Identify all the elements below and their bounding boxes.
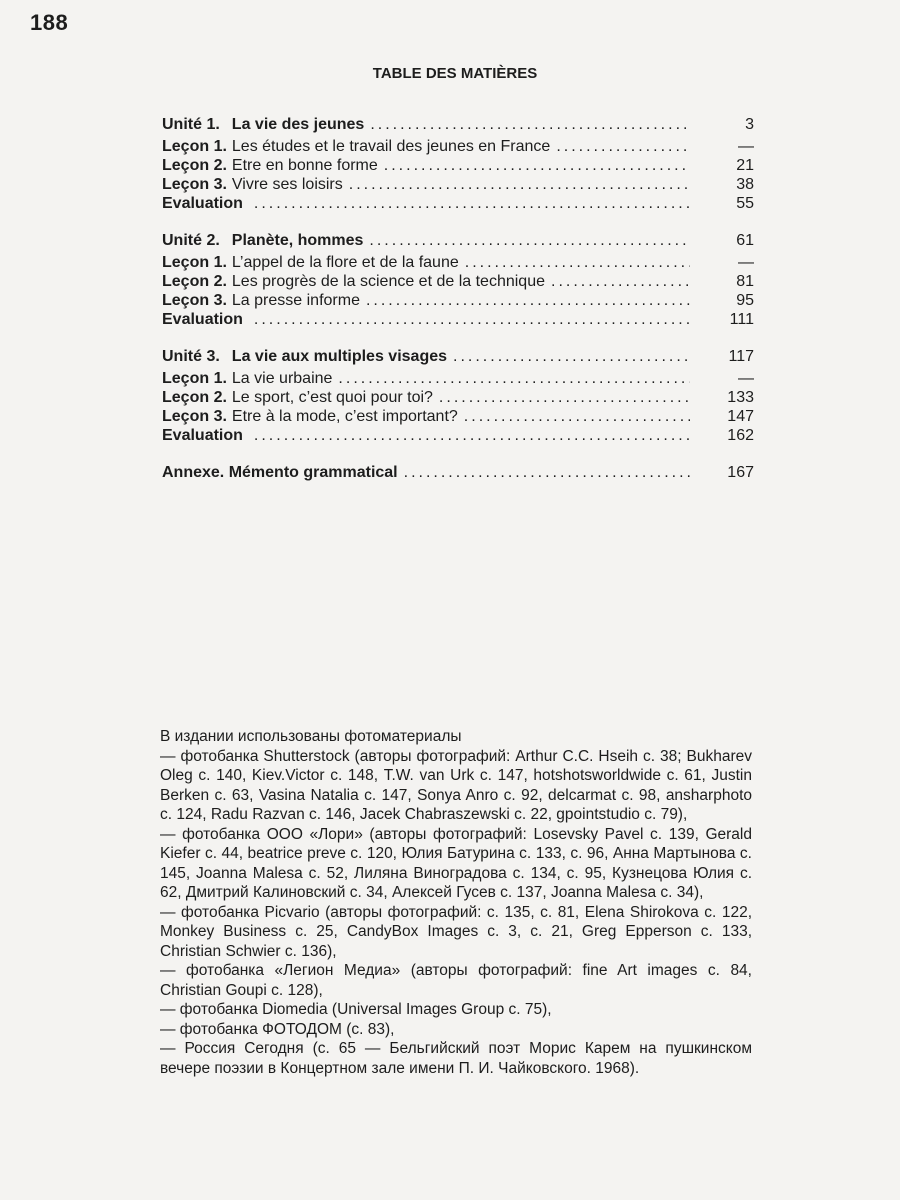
credit-item: — фотобанка Picvario (авторы фотографий: с. 135, с. 81, Elena Shirokova с. 122, Monkey Business с. 25, CandyBox Images с. 3, с. 21, Greg Epperson с. 133, Christian Schwier с. 136), bbox=[160, 903, 752, 960]
toc-entry bbox=[162, 388, 433, 407]
toc-entry bbox=[162, 194, 248, 213]
unit-title: La vie aux multiples visages bbox=[231, 348, 448, 365]
lesson-label: Leçon 3. bbox=[162, 176, 227, 193]
lesson-label: Leçon 2. bbox=[162, 157, 227, 174]
page-ref: — bbox=[738, 138, 754, 155]
toc-lesson-row bbox=[162, 253, 754, 272]
credit-item: — фотобанка «Легион Медиа» (авторы фотографий: fine Art images с. 84, Christian Goupi с. 128), bbox=[160, 962, 752, 999]
lesson-label: Leçon 3. bbox=[162, 408, 227, 425]
toc-evaluation-row bbox=[162, 194, 754, 213]
credit-item: — фотобанка ООО «Лори» (авторы фотографий: Losevsky Pavel с. 139, Gerald Kiefer с. 44, beatrice preve с. 120, Юлия Батурина с. 133, с. 96, Анна Мартынова с. 145, Joanna Malesa с. 52, Лиляна Виноградова с. 134, с. 95, Кузнецова Юлия с. 62, Дмитрий Калиновский с. 34, Алексей Гусев с. 137, Joanna Malesa с. 34), bbox=[160, 825, 752, 901]
toc-entry bbox=[162, 347, 447, 366]
page-ref: 38 bbox=[736, 176, 754, 193]
evaluation-label: Evaluation bbox=[162, 195, 243, 212]
page-ref: 3 bbox=[745, 116, 754, 133]
unit-title: Planète, hommes bbox=[231, 232, 364, 249]
annex-title: Annexe. Mémento grammatical bbox=[162, 464, 398, 481]
lesson-title: Etre à la mode, c’est important? bbox=[231, 408, 458, 425]
toc-entry bbox=[162, 310, 248, 329]
dot-leader bbox=[369, 231, 690, 250]
evaluation-label: Evaluation bbox=[162, 311, 243, 328]
lesson-label: Leçon 2. bbox=[162, 273, 227, 290]
dot-leader bbox=[366, 291, 690, 310]
page-ref: 147 bbox=[727, 408, 754, 425]
dot-leader bbox=[384, 156, 690, 175]
toc-lesson-row bbox=[162, 137, 754, 156]
toc-lesson-row bbox=[162, 272, 754, 291]
dot-leader bbox=[551, 272, 690, 291]
unit-label: Unité 3. bbox=[162, 348, 220, 365]
toc-entry bbox=[162, 253, 459, 272]
toc-unit-group bbox=[162, 347, 754, 445]
photo-credits bbox=[160, 727, 752, 1078]
page-ref: 61 bbox=[736, 232, 754, 249]
credit-item: — фотобанка Diomedia (Universal Images Group с. 75), bbox=[160, 1001, 552, 1018]
unit-label: Unité 1. bbox=[162, 116, 220, 133]
dot-leader bbox=[439, 388, 690, 407]
dot-leader bbox=[370, 115, 690, 134]
page-ref: — bbox=[738, 254, 754, 271]
page-ref: 167 bbox=[727, 464, 754, 481]
lesson-title: L’appel de la flore et de la faune bbox=[231, 254, 459, 271]
dot-leader bbox=[556, 137, 690, 156]
lesson-title: Etre en bonne forme bbox=[231, 157, 378, 174]
page-ref: 117 bbox=[728, 348, 754, 365]
page-ref: 81 bbox=[736, 273, 754, 290]
toc-entry bbox=[162, 156, 378, 175]
toc-lesson-row bbox=[162, 291, 754, 310]
unit-label: Unité 2. bbox=[162, 232, 220, 249]
toc-lesson-row bbox=[162, 388, 754, 407]
evaluation-label: Evaluation bbox=[162, 427, 243, 444]
dot-leader bbox=[465, 253, 690, 272]
unit-title: La vie des jeunes bbox=[231, 116, 365, 133]
dot-leader bbox=[254, 194, 690, 213]
page-number: 188 bbox=[30, 10, 69, 35]
toc-title: TABLE DES MATIÈRES bbox=[372, 65, 538, 82]
credit-item: — фотобанка ФОТОДОМ (с. 83), bbox=[160, 1020, 395, 1038]
lesson-title: Les progrès de la science et de la technique bbox=[231, 273, 545, 290]
page-ref: 95 bbox=[736, 292, 754, 309]
page-ref: 133 bbox=[727, 389, 754, 406]
lesson-label: Leçon 2. bbox=[162, 389, 227, 406]
lesson-title: La vie urbaine bbox=[231, 370, 333, 387]
dot-leader bbox=[254, 426, 690, 445]
lesson-title: Vivre ses loisirs bbox=[231, 176, 343, 193]
toc-lesson-row bbox=[162, 175, 754, 194]
dot-leader bbox=[349, 175, 690, 194]
lesson-title: La presse informe bbox=[231, 292, 360, 309]
toc-evaluation-row bbox=[162, 310, 754, 329]
page-ref: — bbox=[738, 370, 754, 387]
credit-item: — фотобанка Shutterstock (авторы фотографий: Arthur C.C. Hseih с. 38; Bukharev Oleg с. 140, Kiev.Victor с. 148, T.W. van Urk с. 147, hotshotsworldwide с. 61, Justin Berken с. 63, Vasina Natalia с. 147, Sonya Anro с. 92, delcarmat с. 98, ansharphoto с. 124, Radu Razvan с. 146, Jacek Chabraszewski с. 22, gpointstudio с. 79), bbox=[160, 747, 752, 823]
lesson-title: Les études et le travail des jeunes en France bbox=[231, 138, 551, 155]
toc-lesson-row bbox=[162, 407, 754, 426]
credit-item: — Россия Сегодня (с. 65 — Бельгийский поэт Морис Карем на пушкинском вечере поэзии в Концертном зале имени П. И. Чайковского. 1968). bbox=[160, 1040, 752, 1077]
toc-evaluation-row bbox=[162, 426, 754, 445]
dot-leader bbox=[464, 407, 690, 426]
dot-leader bbox=[338, 369, 690, 388]
toc-entry bbox=[162, 426, 248, 445]
lesson-label: Leçon 1. bbox=[162, 370, 227, 387]
table-of-contents bbox=[162, 115, 754, 485]
toc-entry bbox=[162, 115, 364, 134]
toc-annex-row bbox=[162, 463, 754, 482]
dot-leader bbox=[453, 347, 690, 366]
page-ref: 55 bbox=[736, 195, 754, 212]
toc-entry bbox=[162, 231, 363, 250]
toc-lesson-row bbox=[162, 156, 754, 175]
page-ref: 162 bbox=[727, 427, 754, 444]
toc-lesson-row bbox=[162, 369, 754, 388]
toc-entry bbox=[162, 407, 458, 426]
toc-entry bbox=[162, 137, 550, 156]
lesson-label: Leçon 1. bbox=[162, 254, 227, 271]
toc-entry bbox=[162, 272, 545, 291]
toc-unit-group bbox=[162, 231, 754, 329]
lesson-label: Leçon 1. bbox=[162, 138, 227, 155]
toc-unit-row bbox=[162, 115, 754, 134]
page-ref: 21 bbox=[736, 157, 754, 174]
toc-entry bbox=[162, 291, 360, 310]
lesson-title: Le sport, c’est quoi pour toi? bbox=[231, 389, 433, 406]
dot-leader bbox=[404, 463, 690, 482]
toc-entry bbox=[162, 175, 343, 194]
dot-leader bbox=[254, 310, 690, 329]
toc-entry bbox=[162, 369, 332, 388]
toc-unit-row bbox=[162, 347, 754, 366]
toc-unit-group bbox=[162, 115, 754, 213]
credits-intro: В издании использованы фотоматериалы bbox=[160, 728, 462, 745]
lesson-label: Leçon 3. bbox=[162, 292, 227, 309]
toc-unit-row bbox=[162, 231, 754, 250]
page-ref: 111 bbox=[729, 311, 754, 328]
